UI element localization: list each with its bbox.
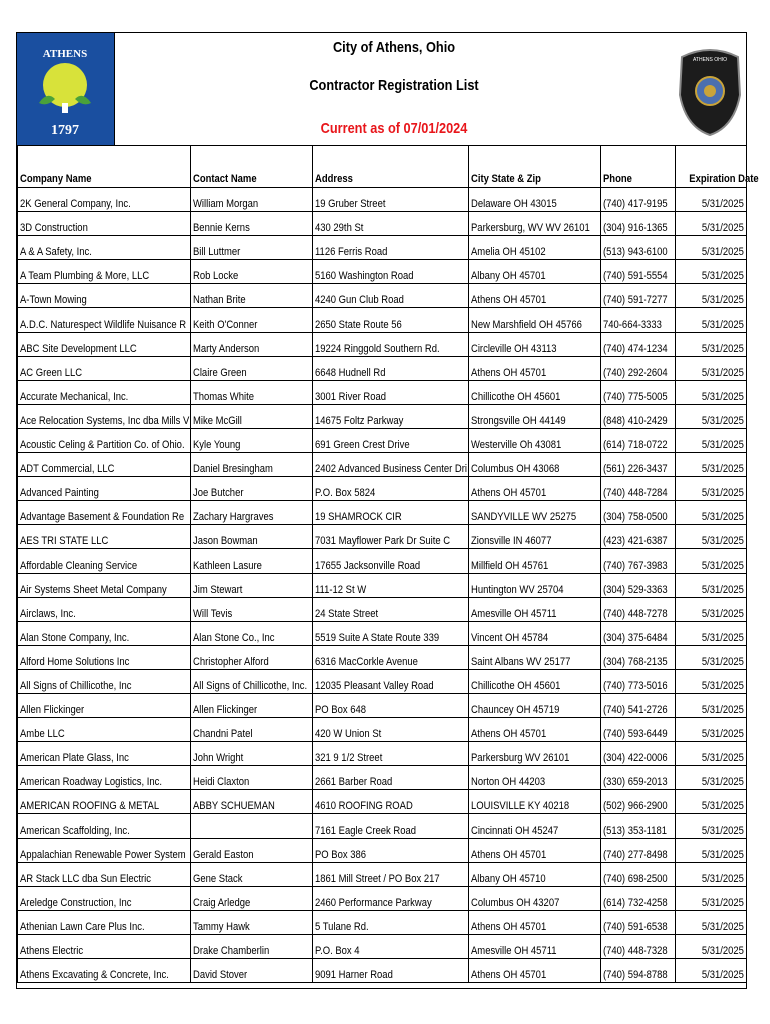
city-state-zip-cell: Strongsville OH 44149: [469, 404, 601, 428]
expiration-date-cell: 5/31/2025: [676, 886, 747, 910]
company-name-cell: Athenian Lawn Care Plus Inc.: [18, 910, 191, 934]
contact-name-cell: Mike McGill: [191, 404, 313, 428]
expiration-date-cell: 5/31/2025: [676, 356, 747, 380]
athens-seal-logo: [17, 33, 115, 146]
contact-name-cell: Jason Bowman: [191, 525, 313, 549]
company-name-cell: American Scaffolding, Inc.: [18, 814, 191, 838]
city-state-zip-cell: Circleville OH 43113: [469, 332, 601, 356]
contractor-table: [17, 145, 759, 983]
company-name-cell: American Roadway Logistics, Inc.: [18, 766, 191, 790]
col-header-expiration: Expiration Date: [676, 146, 747, 188]
contact-name-cell: Gerald Easton: [191, 838, 313, 862]
contact-name-cell: Heidi Claxton: [191, 766, 313, 790]
table-row: [18, 814, 747, 838]
address-cell: P.O. Box 4: [313, 934, 469, 958]
table-row: [18, 501, 747, 525]
table-row: [18, 380, 747, 404]
address-cell: 14675 Foltz Parkway: [313, 404, 469, 428]
address-cell: 430 29th St: [313, 212, 469, 236]
city-state-zip-cell: LOUISVILLE KY 40218: [469, 790, 601, 814]
address-cell: 19 SHAMROCK CIR: [313, 501, 469, 525]
city-state-zip-cell: Millfield OH 45761: [469, 549, 601, 573]
police-badge-logo: [674, 35, 746, 143]
company-name-cell: 3D Construction: [18, 212, 191, 236]
expiration-date-cell: 5/31/2025: [676, 453, 747, 477]
company-name-cell: Athens Excavating & Concrete, Inc.: [18, 959, 191, 983]
city-state-zip-cell: Delaware OH 43015: [469, 188, 601, 212]
address-cell: 7031 Mayflower Park Dr Suite C: [313, 525, 469, 549]
contact-name-cell: William Morgan: [191, 188, 313, 212]
expiration-date-cell: 5/31/2025: [676, 742, 747, 766]
phone-cell: (304) 768-2135: [601, 645, 676, 669]
phone-cell: 740-664-3333: [601, 308, 676, 332]
company-name-cell: AES TRI STATE LLC: [18, 525, 191, 549]
table-row: [18, 934, 747, 958]
company-name-cell: Athens Electric: [18, 934, 191, 958]
city-state-zip-cell: Chillicothe OH 45601: [469, 380, 601, 404]
address-cell: 4610 ROOFING ROAD: [313, 790, 469, 814]
contact-name-cell: Drake Chamberlin: [191, 934, 313, 958]
col-header-phone: Phone: [601, 146, 676, 188]
expiration-date-cell: 5/31/2025: [676, 212, 747, 236]
table-row: [18, 886, 747, 910]
phone-cell: (740) 591-5554: [601, 260, 676, 284]
table-row: [18, 236, 747, 260]
company-name-cell: Allen Flickinger: [18, 693, 191, 717]
table-row: [18, 597, 747, 621]
contact-name-cell: Allen Flickinger: [191, 693, 313, 717]
city-state-zip-cell: Chillicothe OH 45601: [469, 669, 601, 693]
company-name-cell: Advanced Painting: [18, 477, 191, 501]
address-cell: 24 State Street: [313, 597, 469, 621]
company-name-cell: Advantage Basement & Foundation Re: [18, 501, 191, 525]
contact-name-cell: Bennie Kerns: [191, 212, 313, 236]
phone-cell: (423) 421-6387: [601, 525, 676, 549]
city-state-zip-cell: Vincent OH 45784: [469, 621, 601, 645]
table-row: [18, 212, 747, 236]
address-cell: 9091 Harner Road: [313, 959, 469, 983]
contact-name-cell: Kyle Young: [191, 428, 313, 452]
table-row: [18, 790, 747, 814]
city-state-zip-cell: Norton OH 44203: [469, 766, 601, 790]
expiration-date-cell: 5/31/2025: [676, 959, 747, 983]
company-name-cell: Accurate Mechanical, Inc.: [18, 380, 191, 404]
city-state-zip-cell: Amelia OH 45102: [469, 236, 601, 260]
contact-name-cell: Christopher Alford: [191, 645, 313, 669]
contact-name-cell: ABBY SCHUEMAN: [191, 790, 313, 814]
page-title: City of Athens, Ohio: [332, 39, 456, 56]
col-header-city: City State & Zip: [469, 146, 601, 188]
phone-cell: (740) 698-2500: [601, 862, 676, 886]
contact-name-cell: Craig Arledge: [191, 886, 313, 910]
phone-cell: (513) 943-6100: [601, 236, 676, 260]
contact-name-cell: Tammy Hawk: [191, 910, 313, 934]
address-cell: 1126 Ferris Road: [313, 236, 469, 260]
phone-cell: (740) 594-8788: [601, 959, 676, 983]
table-row: [18, 693, 747, 717]
company-name-cell: Ace Relocation Systems, Inc dba Mills V: [18, 404, 191, 428]
table-row: [18, 742, 747, 766]
table-row: [18, 573, 747, 597]
company-name-cell: 2K General Company, Inc.: [18, 188, 191, 212]
company-name-cell: AC Green LLC: [18, 356, 191, 380]
expiration-date-cell: 5/31/2025: [676, 934, 747, 958]
city-state-zip-cell: Columbus OH 43207: [469, 886, 601, 910]
city-state-zip-cell: Athens OH 45701: [469, 284, 601, 308]
phone-cell: (740) 593-6449: [601, 718, 676, 742]
expiration-date-cell: 5/31/2025: [676, 308, 747, 332]
company-name-cell: American Plate Glass, Inc: [18, 742, 191, 766]
table-row: [18, 718, 747, 742]
contact-name-cell: Bill Luttmer: [191, 236, 313, 260]
expiration-date-cell: 5/31/2025: [676, 573, 747, 597]
expiration-date-cell: 5/31/2025: [676, 790, 747, 814]
phone-cell: (502) 966-2900: [601, 790, 676, 814]
table-row: [18, 621, 747, 645]
phone-cell: (740) 292-2604: [601, 356, 676, 380]
expiration-date-cell: 5/31/2025: [676, 621, 747, 645]
table-row: [18, 356, 747, 380]
city-state-zip-cell: Amesville OH 45711: [469, 597, 601, 621]
phone-cell: (304) 758-0500: [601, 501, 676, 525]
city-state-zip-cell: Parkersburg WV 26101: [469, 742, 601, 766]
table-row: [18, 910, 747, 934]
table-row: [18, 332, 747, 356]
city-state-zip-cell: New Marshfield OH 45766: [469, 308, 601, 332]
phone-cell: (561) 226-3437: [601, 453, 676, 477]
city-state-zip-cell: Amesville OH 45711: [469, 934, 601, 958]
address-cell: P.O. Box 5824: [313, 477, 469, 501]
phone-cell: (614) 732-4258: [601, 886, 676, 910]
company-name-cell: ADT Commercial, LLC: [18, 453, 191, 477]
table-row: [18, 838, 747, 862]
phone-cell: (740) 448-7284: [601, 477, 676, 501]
address-cell: 17655 Jacksonville Road: [313, 549, 469, 573]
expiration-date-cell: 5/31/2025: [676, 549, 747, 573]
expiration-date-cell: 5/31/2025: [676, 428, 747, 452]
city-state-zip-cell: Albany OH 45701: [469, 260, 601, 284]
phone-cell: (740) 591-7277: [601, 284, 676, 308]
table-row: [18, 959, 747, 983]
contact-name-cell: Gene Stack: [191, 862, 313, 886]
phone-cell: (740) 541-2726: [601, 693, 676, 717]
phone-cell: (740) 773-5016: [601, 669, 676, 693]
expiration-date-cell: 5/31/2025: [676, 766, 747, 790]
contact-name-cell: Kathleen Lasure: [191, 549, 313, 573]
city-state-zip-cell: Athens OH 45701: [469, 477, 601, 501]
phone-cell: (513) 353-1181: [601, 814, 676, 838]
address-cell: 5 Tulane Rd.: [313, 910, 469, 934]
seal-year: 1797: [51, 123, 79, 138]
expiration-date-cell: 5/31/2025: [676, 477, 747, 501]
contact-name-cell: [191, 814, 313, 838]
phone-cell: (740) 448-7278: [601, 597, 676, 621]
expiration-date-cell: 5/31/2025: [676, 284, 747, 308]
company-name-cell: A-Town Mowing: [18, 284, 191, 308]
city-state-zip-cell: Athens OH 45701: [469, 959, 601, 983]
contact-name-cell: David Stover: [191, 959, 313, 983]
contact-name-cell: Will Tevis: [191, 597, 313, 621]
col-header-address: Address: [313, 146, 469, 188]
company-name-cell: Affordable Cleaning Service: [18, 549, 191, 573]
phone-cell: (740) 277-8498: [601, 838, 676, 862]
address-cell: 420 W Union St: [313, 718, 469, 742]
page-subtitle: Contractor Registration List: [309, 77, 479, 94]
contact-name-cell: Nathan Brite: [191, 284, 313, 308]
address-cell: 4240 Gun Club Road: [313, 284, 469, 308]
company-name-cell: A.D.C. Naturespect Wildlife Nuisance R: [18, 308, 191, 332]
company-name-cell: Air Systems Sheet Metal Company: [18, 573, 191, 597]
expiration-date-cell: 5/31/2025: [676, 404, 747, 428]
address-cell: 5160 Washington Road: [313, 260, 469, 284]
table-row: [18, 549, 747, 573]
expiration-date-cell: 5/31/2025: [676, 332, 747, 356]
expiration-date-cell: 5/31/2025: [676, 862, 747, 886]
expiration-date-cell: 5/31/2025: [676, 501, 747, 525]
contractor-sheet: [16, 32, 759, 989]
company-name-cell: Ambe LLC: [18, 718, 191, 742]
table-body: [18, 188, 747, 983]
address-cell: 2460 Performance Parkway: [313, 886, 469, 910]
expiration-date-cell: 5/31/2025: [676, 236, 747, 260]
contact-name-cell: All Signs of Chillicothe, Inc.: [191, 669, 313, 693]
col-header-contact: Contact Name: [191, 146, 313, 188]
expiration-date-cell: 5/31/2025: [676, 645, 747, 669]
col-header-company: Company Name: [18, 146, 191, 188]
expiration-date-cell: 5/31/2025: [676, 814, 747, 838]
address-cell: 2650 State Route 56: [313, 308, 469, 332]
table-row: [18, 477, 747, 501]
city-state-zip-cell: Columbus OH 43068: [469, 453, 601, 477]
city-state-zip-cell: Athens OH 45701: [469, 356, 601, 380]
address-cell: 19 Gruber Street: [313, 188, 469, 212]
contact-name-cell: Jim Stewart: [191, 573, 313, 597]
address-cell: 321 9 1/2 Street: [313, 742, 469, 766]
expiration-date-cell: 5/31/2025: [676, 910, 747, 934]
address-cell: PO Box 648: [313, 693, 469, 717]
city-state-zip-cell: Athens OH 45701: [469, 718, 601, 742]
expiration-date-cell: 5/31/2025: [676, 838, 747, 862]
contact-name-cell: Joe Butcher: [191, 477, 313, 501]
address-cell: 7161 Eagle Creek Road: [313, 814, 469, 838]
phone-cell: (304) 375-6484: [601, 621, 676, 645]
contact-name-cell: Claire Green: [191, 356, 313, 380]
expiration-date-cell: 5/31/2025: [676, 597, 747, 621]
table-row: [18, 525, 747, 549]
phone-cell: (740) 591-6538: [601, 910, 676, 934]
company-name-cell: Alford Home Solutions Inc: [18, 645, 191, 669]
company-name-cell: Areledge Construction, Inc: [18, 886, 191, 910]
company-name-cell: AMERICAN ROOFING & METAL: [18, 790, 191, 814]
phone-cell: (330) 659-2013: [601, 766, 676, 790]
phone-cell: (304) 529-3363: [601, 573, 676, 597]
table-row: [18, 284, 747, 308]
table-row: [18, 404, 747, 428]
expiration-date-cell: 5/31/2025: [676, 188, 747, 212]
contact-name-cell: John Wright: [191, 742, 313, 766]
table-row: [18, 308, 747, 332]
badge-text: ATHENS OHIO: [692, 57, 728, 63]
table-row: [18, 862, 747, 886]
city-state-zip-cell: Westerville Oh 43081: [469, 428, 601, 452]
address-cell: 1861 Mill Street / PO Box 217: [313, 862, 469, 886]
address-cell: 6316 MacCorkle Avenue: [313, 645, 469, 669]
phone-cell: (614) 718-0722: [601, 428, 676, 452]
address-cell: 2661 Barber Road: [313, 766, 469, 790]
contact-name-cell: Keith O'Conner: [191, 308, 313, 332]
city-state-zip-cell: Huntington WV 25704: [469, 573, 601, 597]
company-name-cell: AR Stack LLC dba Sun Electric: [18, 862, 191, 886]
company-name-cell: Alan Stone Company, Inc.: [18, 621, 191, 645]
address-cell: 111-12 St W: [313, 573, 469, 597]
phone-cell: (740) 417-9195: [601, 188, 676, 212]
table-row: [18, 453, 747, 477]
company-name-cell: Appalachian Renewable Power System: [18, 838, 191, 862]
expiration-date-cell: 5/31/2025: [676, 260, 747, 284]
contact-name-cell: Rob Locke: [191, 260, 313, 284]
contact-name-cell: Alan Stone Co., Inc: [191, 621, 313, 645]
company-name-cell: ABC Site Development LLC: [18, 332, 191, 356]
phone-cell: (740) 775-5005: [601, 380, 676, 404]
table-row: [18, 428, 747, 452]
address-cell: 2402 Advanced Business Center Dri: [313, 453, 469, 477]
company-name-cell: All Signs of Chillicothe, Inc: [18, 669, 191, 693]
table-row: [18, 645, 747, 669]
address-cell: 12035 Pleasant Valley Road: [313, 669, 469, 693]
city-state-zip-cell: Saint Albans WV 25177: [469, 645, 601, 669]
contact-name-cell: Daniel Bresingham: [191, 453, 313, 477]
phone-cell: (740) 767-3983: [601, 549, 676, 573]
expiration-date-cell: 5/31/2025: [676, 669, 747, 693]
phone-cell: (740) 448-7328: [601, 934, 676, 958]
phone-cell: (304) 916-1365: [601, 212, 676, 236]
table-row: [18, 669, 747, 693]
address-cell: 3001 River Road: [313, 380, 469, 404]
city-state-zip-cell: Cincinnati OH 45247: [469, 814, 601, 838]
table-row: [18, 766, 747, 790]
company-name-cell: Acoustic Celing & Partition Co. of Ohio.: [18, 428, 191, 452]
city-state-zip-cell: Athens OH 45701: [469, 838, 601, 862]
expiration-date-cell: 5/31/2025: [676, 525, 747, 549]
phone-cell: (304) 422-0006: [601, 742, 676, 766]
city-state-zip-cell: SANDYVILLE WV 25275: [469, 501, 601, 525]
city-state-zip-cell: Zionsville IN 46077: [469, 525, 601, 549]
expiration-date-cell: 5/31/2025: [676, 693, 747, 717]
contact-name-cell: Thomas White: [191, 380, 313, 404]
table-row: [18, 260, 747, 284]
contact-name-cell: Zachary Hargraves: [191, 501, 313, 525]
expiration-date-cell: 5/31/2025: [676, 380, 747, 404]
seal-text: ATHENS: [42, 48, 88, 60]
expiration-date-cell: 5/31/2025: [676, 718, 747, 742]
contact-name-cell: Chandni Patel: [191, 718, 313, 742]
company-name-cell: A & A Safety, Inc.: [18, 236, 191, 260]
current-as-of: Current as of 07/01/2024: [320, 120, 468, 137]
city-state-zip-cell: Athens OH 45701: [469, 910, 601, 934]
table-header-row: [18, 146, 747, 188]
contact-name-cell: Marty Anderson: [191, 332, 313, 356]
address-cell: 19224 Ringgold Southern Rd.: [313, 332, 469, 356]
phone-cell: (740) 474-1234: [601, 332, 676, 356]
address-cell: 691 Green Crest Drive: [313, 428, 469, 452]
city-state-zip-cell: Parkersburg, WV WV 26101: [469, 212, 601, 236]
company-name-cell: Airclaws, Inc.: [18, 597, 191, 621]
phone-cell: (848) 410-2429: [601, 404, 676, 428]
city-state-zip-cell: Albany OH 45710: [469, 862, 601, 886]
company-name-cell: A Team Plumbing & More, LLC: [18, 260, 191, 284]
address-cell: PO Box 386: [313, 838, 469, 862]
address-cell: 6648 Hudnell Rd: [313, 356, 469, 380]
address-cell: 5519 Suite A State Route 339: [313, 621, 469, 645]
table-row: [18, 188, 747, 212]
city-state-zip-cell: Chauncey OH 45719: [469, 693, 601, 717]
